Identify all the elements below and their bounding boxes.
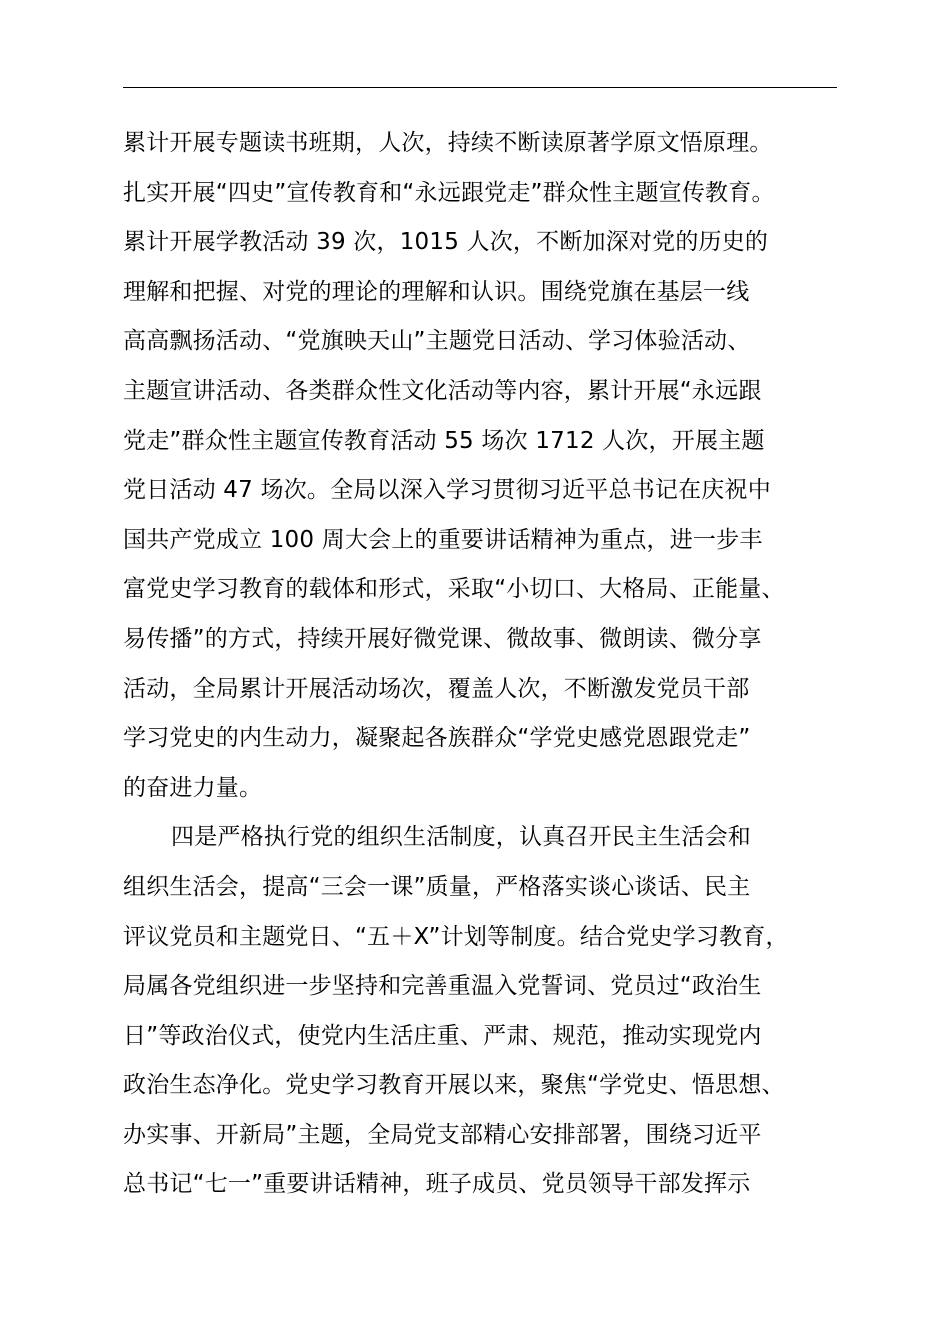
text-line: 办实事、开新局”主题，全局党支部精心安排部署，围绕习近平 xyxy=(123,1121,762,1148)
text-line: 组织生活会，提高“三会一课”质量，严格落实谈心谈话、民主 xyxy=(123,873,751,900)
text-line: 累计开展专题读书班期，人次，持续不断读原著学原文悟原理。 xyxy=(123,130,773,156)
text-line: 理解和把握、对党的理论的理解和认识。围绕党旗在基层一线 xyxy=(123,278,750,305)
text-line: 易传播”的方式，持续开展好微党课、微故事、微朗读、微分享 xyxy=(123,625,762,652)
text-line: 富党史学习教育的载体和形式，采取“小切口、大格局、正能量、 xyxy=(123,576,785,603)
text-line: 国共产党成立 100 周大会上的重要讲话精神为重点，进一步丰 xyxy=(123,526,763,553)
text-line: 党走”群众性主题宣传教育活动 55 场次 1712 人次，开展主题 xyxy=(123,427,765,454)
paragraph-start-line: 四是严格执行党的组织生活制度，认真召开民主生活会和 xyxy=(171,824,751,851)
header-rule xyxy=(123,87,837,88)
text-line: 活动，全局累计开展活动场次，覆盖人次，不断激发党员干部 xyxy=(123,675,750,702)
text-line: 的奋进力量。 xyxy=(123,774,263,801)
text-line: 日”等政治仪式，使党内生活庄重、严肃、规范，推动实现党内 xyxy=(123,1022,762,1049)
text-line: 总书记“七一”重要讲话精神，班子成员、党员领导干部发挥示 xyxy=(123,1171,751,1198)
document-body xyxy=(123,119,863,1210)
text-line: 学习党史的内生动力，凝聚起各族群众“学党史感党恩跟党走” xyxy=(123,725,751,752)
text-line: 政治生态净化。党史学习教育开展以来，聚焦“学党史、悟思想、 xyxy=(123,1072,785,1099)
text-line: 主题宣讲活动、各类群众性文化活动等内容，累计开展“永远跟 xyxy=(123,377,762,404)
text-line: 高高飘扬活动、“党旗映天山”主题党日活动、学习体验活动、 xyxy=(123,328,751,355)
text-line: 局属各党组织进一步坚持和完善重温入党誓词、党员过“政治生 xyxy=(123,973,762,1000)
text-line: 累计开展学教活动 39 次，1015 人次，不断加深对党的历史的 xyxy=(123,229,769,256)
text-line: 扎实开展“四史”宣传教育和“永远跟党走”群众性主题宣传教育。 xyxy=(123,179,775,206)
text-line: 党日活动 47 场次。全局以深入学习贯彻习近平总书记在庆祝中 xyxy=(123,477,771,504)
text-line: 评议党员和主题党日、“五＋X”计划等制度。结合党史学习教育， xyxy=(123,923,789,950)
